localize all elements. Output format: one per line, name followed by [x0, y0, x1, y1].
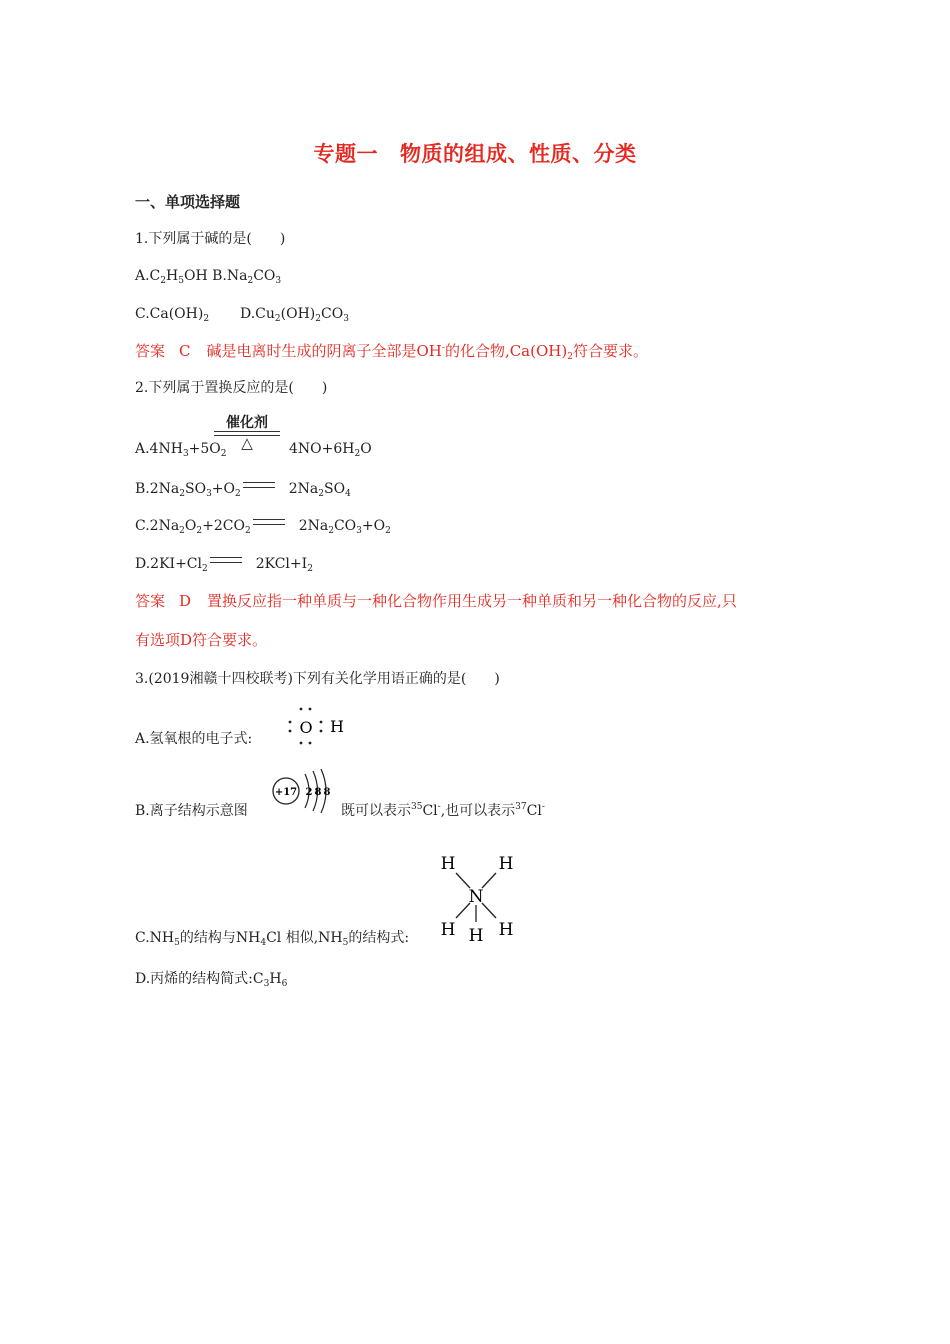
hydrogen-symbol: H	[440, 854, 456, 874]
q3-option-d-text: D.丙烯的结构简式$:C_3H_6$	[135, 971, 288, 989]
q3-option-b-rest: 既可以表示$^{35}$Cl-,也可以表示$^{37}$Cl-	[341, 802, 545, 819]
hydroxide-electron-formula	[282, 702, 352, 750]
q2-option-a: $A.4NH_3+5O_2$	[135, 441, 227, 459]
catalyst-label: 催化剂	[226, 415, 268, 431]
equals-sign	[243, 482, 275, 488]
hydrogen-symbol: H	[498, 854, 514, 874]
q2-answer-line1: 答案 D 置换反应指一种单质与一种化合物作用生成另一种单质和另一种化合物的反应,只	[135, 592, 737, 610]
q2-option-b: $B.2Na_2SO_3+O_2$ $2Na_2SO_4$	[135, 481, 351, 499]
nucleus-charge: +17	[274, 787, 298, 798]
page-title	[0, 138, 950, 168]
q2-option-c: $C.2Na_2O_2+2CO_2$ $2Na_2CO_3+O_2$	[135, 518, 391, 536]
hydrogen-symbol: H	[440, 920, 456, 940]
q1-stem: 1.下列属于碱的是( )	[135, 231, 286, 247]
hydrogen-symbol: H	[498, 920, 514, 940]
q2-answer-line2: 有选项D符合要求。	[135, 631, 268, 649]
shell-2-count: 8	[314, 787, 322, 798]
q2-option-d: $D.2KI+Cl_2$ $2KCl+I_2$	[135, 556, 313, 574]
q1-answer: 答案 C 碱是电离时生成的阴离子全部是OH-的化合物$,Ca(OH)_2$符合要求。	[135, 342, 648, 362]
q1-options-cd: $C.Ca(OH)_2$ $D.Cu_2(OH)_2CO_3$	[135, 306, 349, 324]
q2-stem: 2.下列属于置换反应的是( )	[135, 380, 328, 396]
ion-structure-diagram	[271, 766, 339, 818]
shell-3-count: 8	[323, 787, 331, 798]
q2-option-a-products: $4NO+6H_2O$	[289, 441, 372, 459]
nh5-structural-formula	[430, 848, 522, 944]
q1-options-ab: $A.C_2H_5OH$ $B.Na_2CO_3$	[135, 268, 282, 286]
equals-sign	[210, 557, 242, 563]
title-part1: 专题一	[313, 142, 378, 166]
shell-1-count: 2	[305, 787, 313, 798]
q3-stem: 3.(2019湘赣十四校联考)下列有关化学用语正确的是( )	[135, 671, 500, 687]
title-part2: 物质的组成、性质、分类	[400, 142, 637, 166]
hydrogen-symbol: H	[330, 717, 344, 736]
section-heading: 一、单项选择题	[135, 193, 241, 211]
q3-option-c-text: $C.NH_5$的结构与$NH_4Cl$ 相似$,NH_5$的结构式:	[135, 930, 410, 948]
equals-sign	[253, 519, 285, 525]
hydrogen-symbol: H	[468, 926, 484, 944]
nitrogen-symbol: N	[468, 887, 484, 907]
q3-option-a-text: A.氢氧根的电子式:	[135, 731, 253, 747]
q3-option-b-text: B.离子结构示意图	[135, 803, 248, 819]
heat-symbol: △	[241, 434, 253, 452]
oxygen-symbol: O	[299, 718, 313, 737]
